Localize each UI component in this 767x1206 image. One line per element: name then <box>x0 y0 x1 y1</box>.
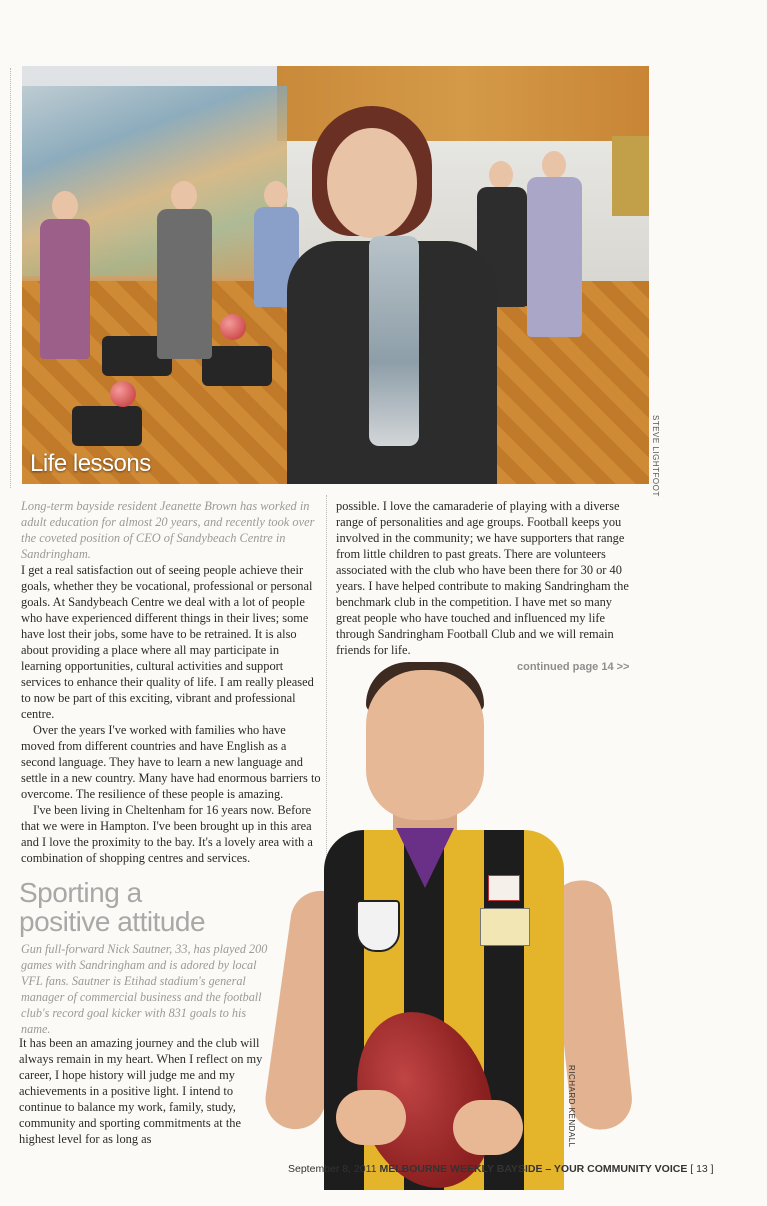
continued-link[interactable]: continued page 14 >> <box>517 661 630 673</box>
article-paragraph: Over the years I've worked with families who have moved from different countries and have English as a second language. They have to learn a new language and settle in a new country. Many have had enormous barriers to overcome. The resilience of these people is amazing. <box>21 723 321 801</box>
sponsor-badge-icon <box>480 908 530 946</box>
column-rule-left <box>10 68 11 488</box>
photo-nick-sautner <box>268 660 668 1190</box>
photo-credit: STEVE LIGHTFOOT <box>651 415 660 497</box>
background-person <box>40 191 90 361</box>
photo-jeanette-brown <box>22 66 649 484</box>
exercise-ball <box>110 381 136 407</box>
vfl-badge-icon <box>356 900 400 952</box>
article-headline: Sporting a positive attitude <box>19 877 206 937</box>
footer-date: September 8, 2011 <box>288 1163 377 1175</box>
footer-brand: MELBOURNE WEEKLY BAYSIDE – YOUR COMMUNITY VOICE <box>379 1163 688 1175</box>
cfa-badge-icon <box>488 875 520 901</box>
exercise-ball <box>220 314 246 340</box>
player-head <box>366 670 484 820</box>
jeanette-brown-figure <box>287 106 497 484</box>
article-paragraph: It has been an amazing journey and the club will always remain in my heart. When I reflect on my career, I hope history will judge me and my achievements in a positive light. I intend to continue to balance my work, family, study, community and sporting commitments at the highest level for as long as <box>19 1036 263 1146</box>
background-person <box>527 151 582 341</box>
article-column-right <box>336 498 636 658</box>
article-intro: Gun full-forward Nick Sautner, 33, has played 200 games with Sandringham and is adored by local VFL fans. Sautner is Etihad stadium's general manager of commercial business and the football club's record goal kicker with 831 goals to his name. <box>21 942 268 1036</box>
page-footer <box>288 1163 714 1175</box>
photo-credit: RICHARD KENDALL <box>567 1065 576 1148</box>
photo-caption-title: Life lessons <box>30 450 151 477</box>
background-person <box>157 181 212 361</box>
page-number: [ 13 ] <box>690 1163 714 1175</box>
article-paragraph: I get a real satisfaction out of seeing people achieve their goals, whether they be vocational, professional or personal goals. At Sandybeach Centre we deal with a lot of people who have experienced different things in their lives; some have lost their jobs, some have to be retrained. It is also about providing a place where all may participate in learning opportunities, cultural activities and support services to enhance their quality of life. I am really pleased to now be part of this exciting, vibrant and professional centre. <box>21 563 314 721</box>
article-intro: Long-term bayside resident Jeanette Brown has worked in adult education for almost 20 years, and recently took over the coveted position of CEO of Sandybeach Centre in Sandringham. <box>21 499 315 561</box>
article-paragraph: possible. I love the camaraderie of playing with a diverse range of personalities and age groups. Football keeps you involved in the community; we have supporters that range from little children to past greats. There are volunteers associated with the club who have been there for 30 or 40 years. I have helped contribute to making Sandringham the benchmark club in the competition. I have met so many great people who have touched and influenced my life through Sandringham Football Club and we will remain friends for life. <box>336 499 629 657</box>
article-paragraph: I've been living in Cheltenham for 16 years now. Before that we were in Hampton. I've been brought up in this area and I love the proximity to the bay. It's a lovely area with a combination of shopping centres and services. <box>21 803 313 865</box>
